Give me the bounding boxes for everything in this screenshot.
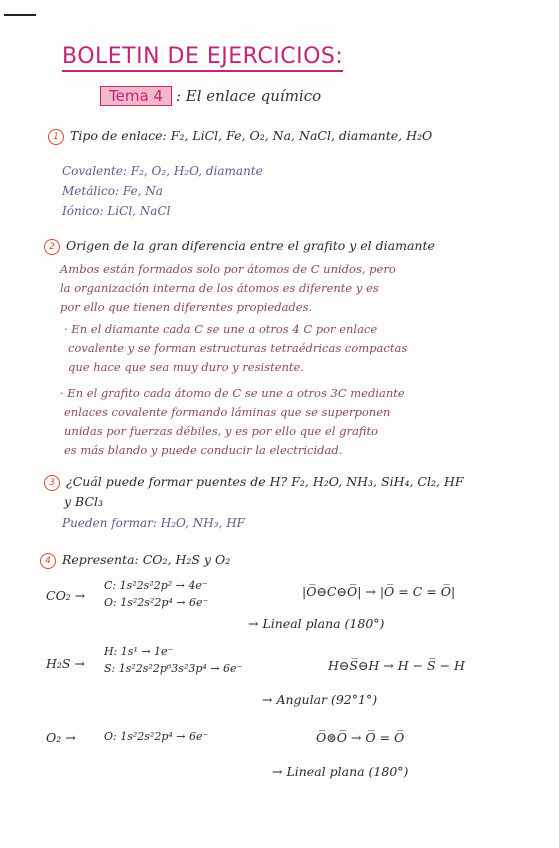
exercise-1-question [48, 128, 432, 145]
lewis-structure: O̅⊜O̅ → O̅ = O̅ [316, 730, 405, 745]
text-line: Ambos están formados solo por átomos de C unidos, pero [60, 262, 396, 276]
electron-config: S: 1s²2s²2p⁶3s²3p⁴ → 6e⁻ [104, 662, 243, 675]
answer-line: Covalente: F₂, O₂, H₂O, diamante [62, 164, 263, 178]
text-line: la organización interna de los átomos es diferente y es [60, 281, 379, 295]
text-line: · En el grafito cada átomo de C se une a otros 3C mediante [60, 386, 405, 400]
answer-line: Pueden formar: H₂O, NH₃, HF [62, 516, 245, 530]
exercise-number: 2 [44, 239, 60, 255]
text-line: enlaces covalente formando láminas que se superponen [64, 405, 391, 419]
exercise-3-question [44, 474, 464, 491]
question-text: Tipo de enlace: F₂, LiCl, Fe, O₂, Na, NaCl, diamante, H₂O [70, 128, 433, 143]
page-title: BOLETIN DE EJERCICIOS: [62, 44, 343, 72]
tema-label: Tema 4 [100, 86, 172, 106]
top-rule [4, 14, 36, 16]
molecule-formula: CO₂ → [46, 588, 86, 603]
text-line: unidas por fuerzas débiles, y es por ello que el grafito [64, 424, 379, 438]
exercise-number: 3 [44, 475, 60, 491]
answer-line: Metálico: Fe, Na [62, 184, 163, 198]
text-line: · En el diamante cada C se une a otros 4 C por enlace [64, 322, 378, 336]
question-text: ¿Cuál puede formar puentes de H? F₂, H₂O, NH₃, SiH₄, Cl₂, HF [66, 474, 464, 489]
molecule-formula: O₂ → [46, 730, 76, 745]
electron-config: H: 1s¹ → 1e⁻ [104, 645, 174, 658]
exercise-4-question [40, 552, 230, 569]
molecular-shape: → Lineal plana (180°) [272, 764, 409, 779]
text-line: por ello que tienen diferentes propiedades. [60, 300, 313, 314]
lewis-structure: |O̅⊖C⊖O̅| → |O̅ = C = O̅| [302, 584, 456, 599]
molecule-formula: H₂S → [46, 656, 85, 671]
molecular-shape: → Angular (92°1°) [262, 692, 378, 707]
question-text: Representa: CO₂, H₂S y O₂ [62, 552, 231, 567]
tema-heading [100, 86, 321, 106]
text-line: covalente y se forman estructuras tetraédricas compactas [68, 341, 408, 355]
text-line: que hace que sea muy duro y resistente. [68, 360, 305, 374]
question-continuation: y BCl₃ [64, 494, 104, 509]
exercise-number: 4 [40, 553, 56, 569]
tema-subtitle: : El enlace químico [175, 87, 322, 105]
text-line: es más blando y puede conducir la electricidad. [64, 443, 343, 457]
answer-line: Iónico: LiCl, NaCl [62, 204, 171, 218]
question-text: Origen de la gran diferencia entre el grafito y el diamante [66, 238, 435, 253]
electron-config: O: 1s²2s²2p⁴ → 6e⁻ [104, 596, 209, 609]
molecular-shape: → Lineal plana (180°) [248, 616, 385, 631]
exercise-2-question [44, 238, 435, 255]
lewis-structure: H⊖S̅⊖H → H − S̅ − H [328, 658, 465, 673]
electron-config: O: 1s²2s²2p⁴ → 6e⁻ [104, 730, 209, 743]
exercise-number: 1 [48, 129, 64, 145]
electron-config: C: 1s²2s²2p² → 4e⁻ [104, 579, 208, 592]
